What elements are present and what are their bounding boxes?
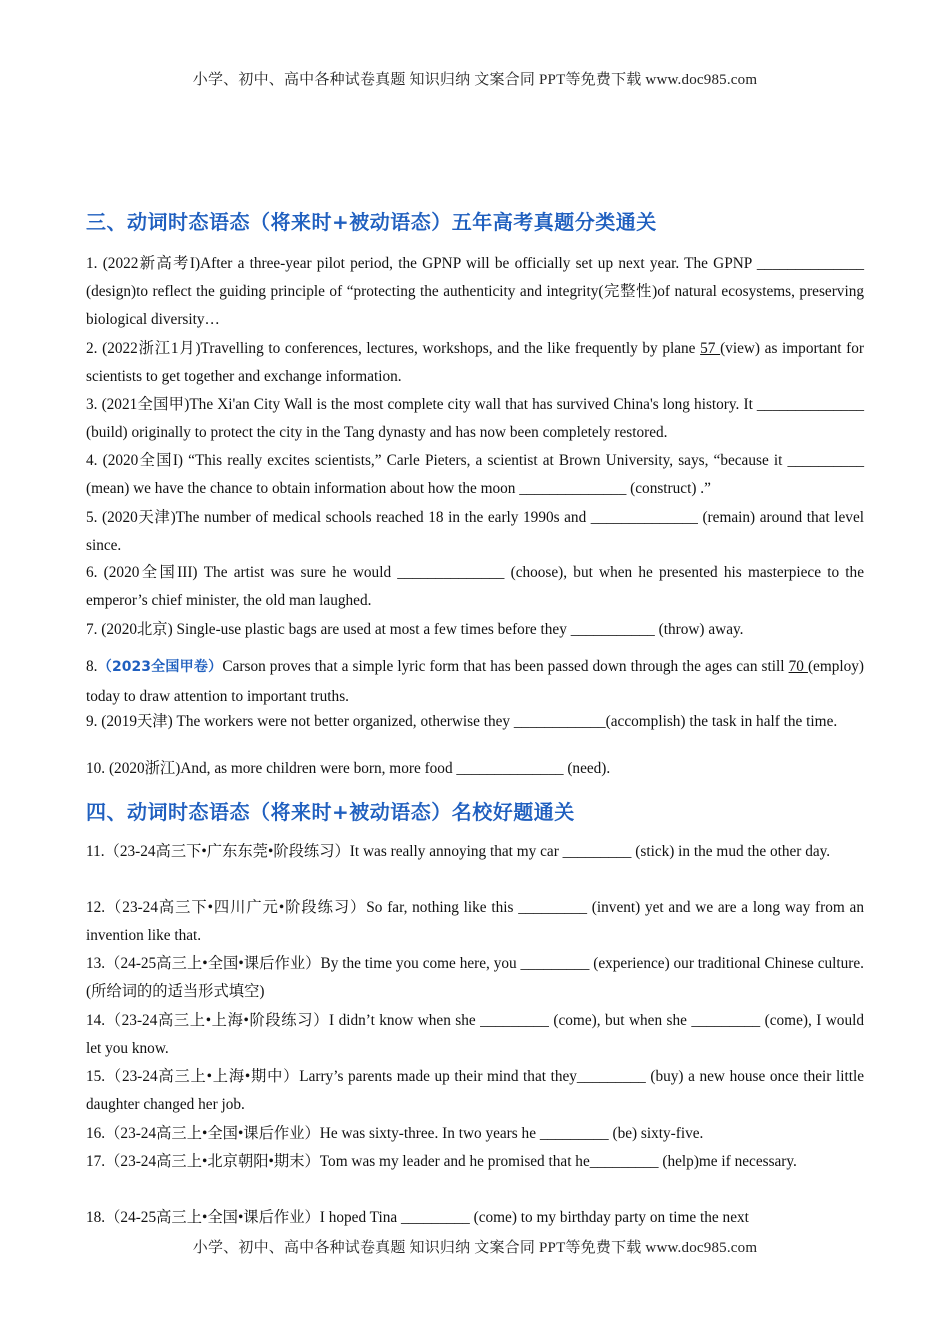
question-3: 3. (2021全国甲)The Xi'an City Wall is the most complete city wall that has survived China's long history. It ______________ (build) originally to protect the city in the Tang dynasty and has now been completely restored. [86,396,864,441]
question-2-tail: (view) as important for scientists to get together and exchange information. [86,340,865,385]
question-17: 17.（23-24高三上•北京朝阳•期末）Tom was my leader and he promised that he_________ (help)me if necessary. [86,1153,797,1170]
question-9: 9. (2019天津) The workers were not better organized, otherwise they ____________(accomplish) the task in half the time. [86,713,838,730]
question-5: 5. (2020天津)The number of medical schools reached 18 in the early 1990s and ______________ (remain) around that level since. [86,509,864,554]
question-8-text: Carson proves that a simple lyric form that has been passed down through the ages can still [222,658,789,675]
question-16: 16.（23-24高三上•全国•课后作业）He was sixty-three. In two years he _________ (be) sixty-five. [86,1125,704,1142]
question-14: 14.（23-24高三上•上海•阶段练习）I didn’t know when she _________ (come), but when she _________ (come), I would let you know. [86,1012,864,1057]
question-8-source: （2023全国甲卷） [97,659,223,675]
page-footer: 小学、初中、高中各种试卷真题 知识归纳 文案合同 PPT等免费下载 www.doc985.com [192,1240,758,1256]
question-2-blank: 57 [700,340,721,357]
section-title-4: 四、动词时态语态（将来时+被动语态）名校好题通关 [86,800,575,824]
section-title-3: 三、动词时态语态（将来时+被动语态）五年高考真题分类通关 [86,210,657,234]
question-1: 1. (2022新高考I)After a three-year pilot period, the GPNP will be officially set up next year. The GPNP ______________ (design)to reflect the guiding principle of “protecting the authenticity and integrity(完整性)of natural ecosystems, preserving biological diversity… [86,255,864,328]
question-11: 11.（23-24高三下•广东东莞•阶段练习）It was really annoying that my car _________ (stick) in the mud the other day. [86,843,831,860]
question-2-text: 2. (2022浙江1月)Travelling to conferences, lectures, workshops, and the like frequently by plane [86,340,701,357]
question-6: 6. (2020全国III) The artist was sure he would ______________ (choose), but when he presented his masterpiece to the emperor’s chief minister, the old man laughed. [86,564,864,609]
question-8-tail: (employ) today to draw attention to important truths. [86,658,865,705]
question-7: 7. (2020北京) Single-use plastic bags are used at most a few times before they ___________ (throw) away. [86,621,744,638]
question-13: 13.（24-25高三上•全国•课后作业）By the time you come here, you _________ (experience) our traditional Chinese culture. (所给词的的适当形式填空) [86,955,864,1000]
question-12: 12.（23-24高三下•四川广元•阶段练习）So far, nothing like this _________ (invent) yet and we are a long way from an invention like that. [86,899,864,944]
question-8-number: 8. [86,658,98,675]
question-18: 18.（24-25高三上•全国•课后作业）I hoped Tina _________ (come) to my birthday party on time the next [86,1209,749,1226]
page-header: 小学、初中、高中各种试卷真题 知识归纳 文案合同 PPT等免费下载 www.doc985.com [192,72,758,88]
question-8-blank: 70 [788,658,808,675]
question-4: 4. (2020全国I) “This really excites scientists,” Carle Pieters, a scientist at Brown University, says, “because it __________ (mean) we have the chance to obtain information about how the moon ______________ (construct) .” [86,452,864,497]
question-10: 10. (2020浙江)And, as more children were born, more food ______________ (need). [86,760,611,777]
question-2 [86,335,864,391]
question-8 [86,652,864,711]
question-15: 15.（23-24高三上•上海•期中）Larry’s parents made up their mind that they_________ (buy) a new house once their little daughter changed her job. [86,1068,864,1113]
